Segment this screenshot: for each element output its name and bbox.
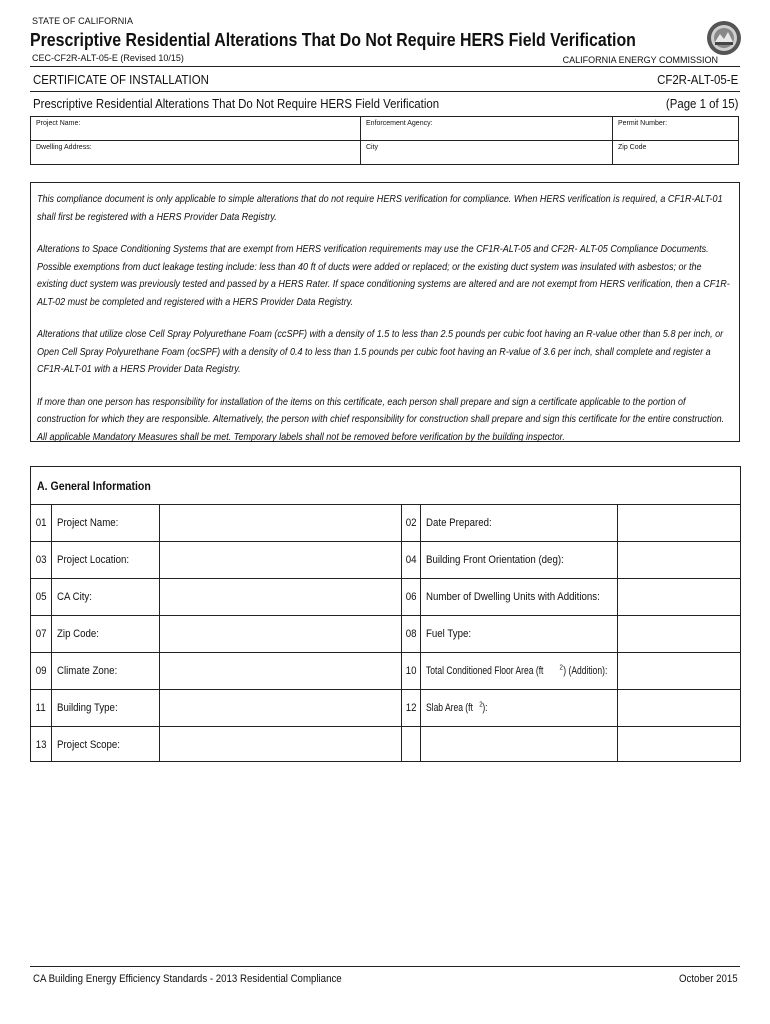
agency-label: CALIFORNIA ENERGY COMMISSION (562, 55, 718, 65)
table-row (31, 505, 740, 542)
field-label: Building Type: (52, 690, 160, 726)
city-label: City (366, 144, 379, 151)
form-id: CF2R-ALT-05-E (656, 72, 738, 87)
instruction-paragraph: If more than one person has responsibility for installation of the items on this certificate, each person shall prepare and sign a certificate applicable to the portion of construction for which they are responsible. Alternatively, the person with chief responsibility for construction shall prepare and sign this certificate for the entire construction. All applicable Mandatory Measures shall be met. Temporary labels shall not be removed before verification by the building inspector. (37, 395, 725, 443)
state-seal-icon (706, 20, 742, 56)
row-number: 04 (402, 542, 421, 578)
row-number: 01 (31, 505, 52, 541)
project-scope-input[interactable] (160, 727, 402, 762)
footer-date: October 2015 (679, 973, 738, 985)
table-row (31, 727, 740, 762)
page-indicator: (Page 1 of 15) (665, 96, 738, 111)
row-number-empty (402, 727, 421, 762)
header-rule-2 (30, 91, 740, 92)
table-row (31, 653, 740, 690)
row-number: 03 (31, 542, 52, 578)
instructions-box (30, 182, 740, 442)
project-name-field[interactable] (31, 117, 361, 141)
fuel-type-input[interactable] (618, 616, 740, 652)
project-location-input[interactable] (160, 542, 402, 578)
footer-rule (30, 966, 740, 967)
row-number: 11 (31, 690, 52, 726)
field-label: Total Conditioned Floor Area (ft $^2$) (Addition): (421, 653, 618, 689)
field-label: Zip Code: (52, 616, 160, 652)
date-prepared-input[interactable] (618, 505, 740, 541)
field-label: Project Scope: (52, 727, 160, 762)
section-heading (31, 467, 740, 505)
climate-zone-input[interactable] (160, 653, 402, 689)
field-label: Date Prepared: (421, 505, 618, 541)
front-orientation-input[interactable] (618, 542, 740, 578)
permit-number-label: Permit Number: (618, 120, 668, 127)
form-subtitle: Prescriptive Residential Alterations That Do Not Require HERS Field Verification (33, 96, 440, 111)
document-title: Prescriptive Residential Alterations That Do Not Require HERS Field Verification (30, 29, 636, 50)
field-label: Number of Dwelling Units with Additions: (421, 579, 618, 615)
zip-code-input[interactable] (160, 616, 402, 652)
row-number: 13 (31, 727, 52, 762)
instruction-paragraph: This compliance document is only applicable to simple alterations that do not require HERS verification for compliance. When HERS verification is required, a CF1R-ALT-01 shall first be registered with a HERS Provider Data Registry. (37, 193, 723, 223)
slab-area-input[interactable] (618, 690, 740, 726)
general-information-table (30, 466, 741, 762)
row-number: 06 (402, 579, 421, 615)
enforcement-agency-label: Enforcement Agency: (366, 120, 433, 127)
enforcement-agency-field[interactable] (361, 117, 613, 141)
project-name-label: Project Name: (36, 120, 81, 127)
field-label: Fuel Type: (421, 616, 618, 652)
row-number: 08 (402, 616, 421, 652)
ca-city-input[interactable] (160, 579, 402, 615)
building-type-input[interactable] (160, 690, 402, 726)
project-name-input[interactable] (160, 505, 402, 541)
field-label: Project Name: (52, 505, 160, 541)
instruction-paragraph: Alterations to Space Conditioning Systems that are exempt from HERS verification requirements may use the CF1R-ALT-05 and CF2R- ALT-05 Compliance Documents. Possible exemptions from duct leakage testing include: less than 40 ft of ducts were added or replaced; or the existing duct system was insulated with asbestos; or the existing duct system was previously tested and passed by a HERS Rater. If space conditioning systems are altered and are not exempt from HERS verification, then a CF1R-ALT-02 must be completed and registered with a HERS Provider Data Registry. (37, 243, 730, 308)
city-field[interactable] (361, 141, 613, 164)
field-label: Slab Area (ft $^2$): (421, 690, 618, 726)
dwelling-units-input[interactable] (618, 579, 740, 615)
table-row (31, 616, 740, 653)
field-label-empty (421, 727, 618, 762)
zip-code-field[interactable] (613, 141, 738, 164)
header-rule (30, 66, 740, 67)
state-label: STATE OF CALIFORNIA (32, 16, 134, 26)
zip-code-label: Zip Code (618, 144, 647, 151)
table-row (31, 579, 740, 616)
empty-input[interactable] (618, 727, 740, 762)
footer-standards: CA Building Energy Efficiency Standards - 2013 Residential Compliance (33, 973, 342, 985)
field-label: Project Location: (52, 542, 160, 578)
row-number: 07 (31, 616, 52, 652)
field-label: Building Front Orientation (deg): (421, 542, 618, 578)
certificate-label: CERTIFICATE OF INSTALLATION (33, 72, 209, 87)
instruction-paragraph: Alterations that utilize close Cell Spray Polyurethane Foam (ccSPF) with a density of 1.5 to less than 2.5 pounds per cubic foot having an R-value other than 5.8 per inch, or Open Cell Spray Polyurethane Foam (ocSPF) with a density of 0.4 to less than 1.5 pounds per cubic foot having an R-value of 3.6 per inch, shall complete and register a CF1R-ALT-01 with a HERS Provider Data Registry. (37, 328, 724, 375)
floor-area-input[interactable] (618, 653, 740, 689)
section-heading-label: A. General Information (37, 479, 151, 493)
dwelling-address-field[interactable] (31, 141, 361, 164)
row-number: 09 (31, 653, 52, 689)
row-number: 02 (402, 505, 421, 541)
field-label: CA City: (52, 579, 160, 615)
field-label: Climate Zone: (52, 653, 160, 689)
table-row (31, 690, 740, 727)
dwelling-address-label: Dwelling Address: (36, 144, 92, 151)
row-number: 10 (402, 653, 421, 689)
row-number: 05 (31, 579, 52, 615)
table-row (31, 542, 740, 579)
revision-label: CEC-CF2R-ALT-05-E (Revised 10/15) (32, 53, 184, 63)
project-info-box (30, 116, 739, 165)
row-number: 12 (402, 690, 421, 726)
permit-number-field[interactable] (613, 117, 738, 141)
